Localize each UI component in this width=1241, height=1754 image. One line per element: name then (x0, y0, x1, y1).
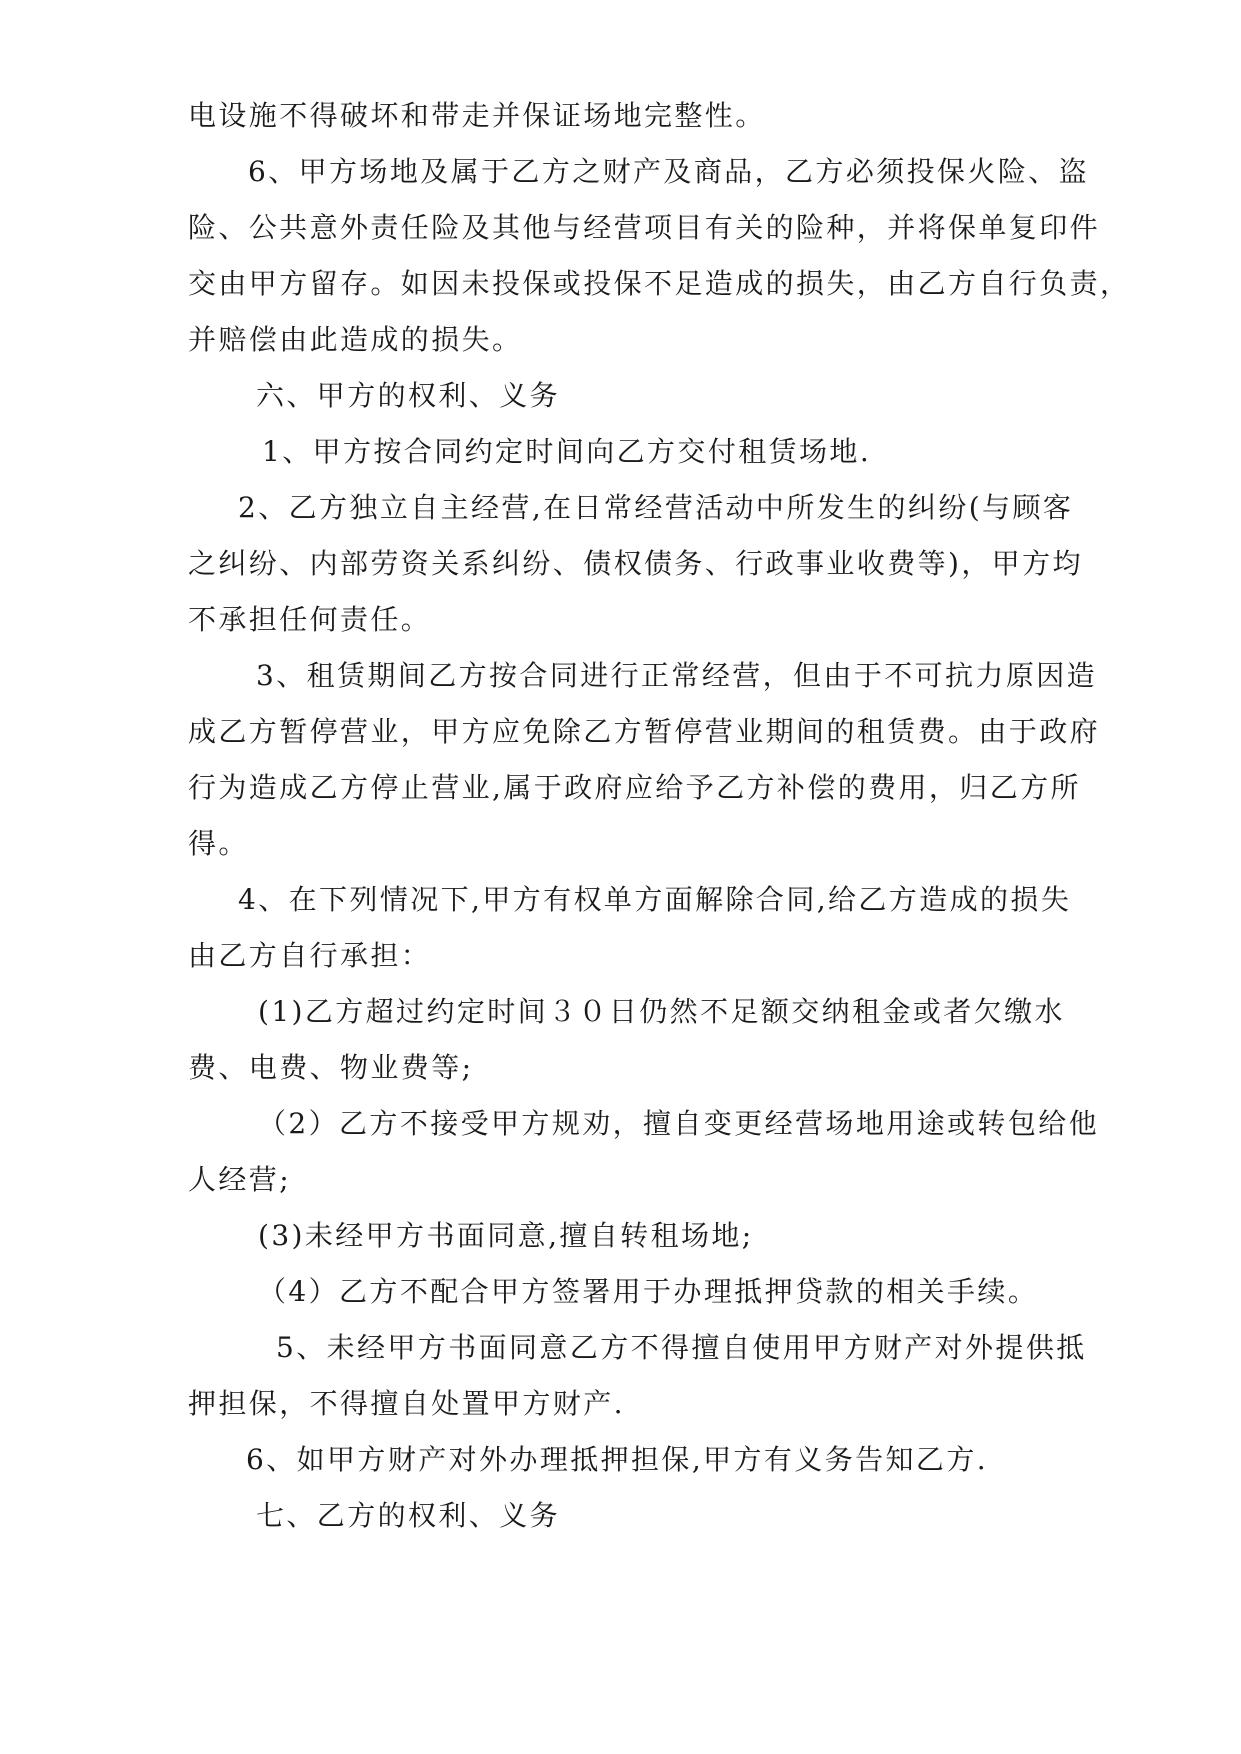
text-line-10: 不承担任何责任。 (188, 603, 432, 636)
text-line-18: 费、电费、物业费等; (188, 1051, 474, 1084)
text-line-4: 交由甲方留存。如因未投保或投保不足造成的损失，由乙方自行负责， (188, 267, 1131, 300)
text-line-1: 电设施不得破坏和带走并保证场地完整性。 (188, 99, 766, 132)
text-line-8: 2、乙方独立自主经营,在日常经营活动中所发生的纠纷(与顾客 (238, 491, 1074, 524)
text-line-15: 4、在下列情况下,甲方有权单方面解除合同,给乙方造成的损失 (238, 883, 1072, 916)
section-heading-6: 六、甲方的权利、义务 (256, 379, 561, 412)
text-line-23: 5、未经甲方书面同意乙方不得擅自使用甲方财产对外提供抵 (276, 1331, 1087, 1364)
text-line-9: 之纠纷、内部劳资关系纠纷、债权债务、行政事业收费等)，甲方均 (188, 547, 1083, 580)
text-line-5: 并赔偿由此造成的损失。 (188, 323, 523, 356)
text-line-11: 3、租赁期间乙方按合同进行正常经营，但由于不可抗力原因造 (256, 659, 1098, 692)
text-line-22: （4）乙方不配合甲方签署用于办理抵押贷款的相关手续。 (258, 1275, 1039, 1308)
text-line-20: 人经营; (188, 1163, 292, 1196)
text-line-13: 行为造成乙方停止营业,属于政府应给予乙方补偿的费用，归乙方所 (188, 771, 1081, 804)
text-line-16: 由乙方自行承担： (188, 939, 432, 972)
text-line-14: 得。 (188, 827, 249, 860)
text-line-25: 6、如甲方财产对外办理抵押担保,甲方有义务告知乙方. (246, 1443, 989, 1476)
text-line-12: 成乙方暂停营业，甲方应免除乙方暂停营业期间的租赁费。由于政府 (188, 715, 1101, 748)
text-line-17: (1)乙方超过约定时间３０日仍然不足额交纳租金或者欠缴水 (258, 995, 1065, 1028)
text-line-2: 6、甲方场地及属于乙方之财产及商品，乙方必须投保火险、盗 (248, 155, 1090, 188)
text-line-24: 押担保，不得擅自处置甲方财产. (188, 1387, 625, 1420)
text-line-21: (3)未经甲方书面同意,擅自转租场地; (258, 1219, 754, 1252)
text-line-19: （2）乙方不接受甲方规劝，擅自变更经营场地用途或转包给他 (258, 1107, 1100, 1140)
text-line-3: 险、公共意外责任险及其他与经营项目有关的险种，并将保单复印件 (188, 211, 1101, 244)
section-heading-7: 七、乙方的权利、义务 (256, 1499, 561, 1532)
text-line-7: 1、甲方按合同约定时间向乙方交付租赁场地. (262, 435, 872, 468)
